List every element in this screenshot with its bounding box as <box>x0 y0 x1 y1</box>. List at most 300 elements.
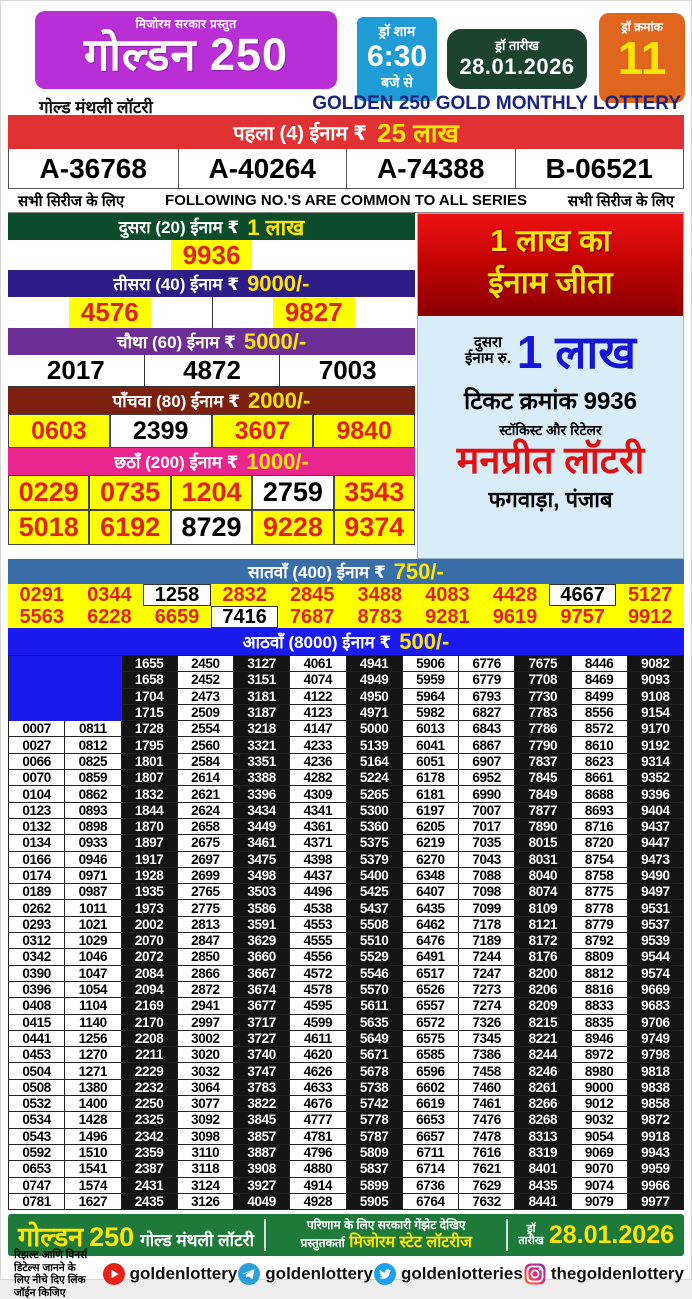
footer-date-label <box>518 1223 543 1247</box>
prize8-winning-number: 8792 <box>572 933 628 949</box>
social-bar <box>8 1248 684 1299</box>
prize8-winning-number: 0174 <box>9 868 65 884</box>
prize8-winning-number: 4620 <box>290 1047 346 1063</box>
prize8-winning-number: 9798 <box>628 1047 684 1063</box>
prize8-winning-number: 8623 <box>572 754 628 770</box>
prize8-winning-number: 0862 <box>65 786 121 802</box>
prize8-winning-number: 8074 <box>515 884 571 900</box>
prize8-winning-number: 6476 <box>403 933 459 949</box>
prize8-winning-number: 4781 <box>290 1129 346 1145</box>
prize4-label: चौथा (60) ईनाम ₹ <box>116 333 236 352</box>
prize6-header <box>8 448 415 475</box>
prize8-winning-number: 5139 <box>347 737 403 753</box>
draw-time-value: 6:30 <box>366 40 428 73</box>
prize8-winning-number: 7088 <box>459 868 515 884</box>
prize8-winning-number: 5437 <box>347 900 403 916</box>
prize8-winning-number: 0134 <box>9 835 65 851</box>
prize8-winning-number: 9012 <box>572 1096 628 1112</box>
prize8-winning-number: 7345 <box>459 1031 515 1047</box>
prize8-winning-number: 0812 <box>65 737 121 753</box>
social-handle: goldenlottery <box>129 1264 238 1284</box>
prize8-winning-number: 8215 <box>515 1015 571 1031</box>
prize8-winning-number: 1655 <box>122 656 178 672</box>
draw-time-box <box>357 17 437 101</box>
prize8-winning-number: 4371 <box>290 835 346 851</box>
prize8-winning-number: 0293 <box>9 917 65 933</box>
prize6-winning-number: 9374 <box>334 510 415 545</box>
prize8-winning-number: 4341 <box>290 803 346 819</box>
prize-list-column <box>8 213 415 559</box>
prize3-amount: 9000/- <box>247 270 310 296</box>
prize8-winning-number: 0189 <box>9 884 65 900</box>
prize8-winning-number: 0390 <box>9 966 65 982</box>
prize8-winning-number: 6843 <box>459 721 515 737</box>
prize8-winning-number: 6952 <box>459 770 515 786</box>
prize8-winning-number: 6990 <box>459 786 515 802</box>
logo-subtitle: गोल्ड मंथली लॉटरी <box>39 98 153 117</box>
prize8-winning-number: 3717 <box>234 1015 290 1031</box>
prize7-winning-number: 7687 <box>289 605 335 628</box>
prize6-winning-number: 0229 <box>8 475 89 510</box>
prize8-winning-number: 2359 <box>122 1145 178 1161</box>
prize8-winning-number: 0543 <box>9 1129 65 1145</box>
prize8-winning-number: 1046 <box>65 949 121 965</box>
prize6-winning-number: 6192 <box>89 510 170 545</box>
draw-date-box <box>447 29 587 89</box>
prize7-label: सातवाँ (400) ईनाम ₹ <box>248 563 386 582</box>
prize8-winning-number: 6348 <box>403 868 459 884</box>
winner-prize-label-line2: ईनाम रु. <box>465 350 511 367</box>
prize8-winning-number: 8556 <box>572 705 628 721</box>
prize8-winning-number: 8109 <box>515 900 571 916</box>
prize8-winning-number: 2229 <box>122 1063 178 1079</box>
prize8-winning-number: 6657 <box>403 1129 459 1145</box>
prize8-winning-number: 5375 <box>347 835 403 851</box>
prize8-winning-number: 0415 <box>9 1015 65 1031</box>
prize8-winning-number: 9943 <box>628 1145 684 1161</box>
prize8-winning-number: 0396 <box>9 982 65 998</box>
prize8-winning-number: 4676 <box>290 1096 346 1112</box>
prize8-winning-number: 5959 <box>403 672 459 688</box>
prize8-winning-number: 9352 <box>628 770 684 786</box>
prize8-winning-number: 4950 <box>347 689 403 705</box>
winner-prize-amount: 1 लाख <box>516 326 636 378</box>
prize8-winning-number: 1917 <box>122 852 178 868</box>
footer-brand-subtitle: गोल्ड मंथली लॉटरी <box>140 1230 255 1250</box>
prize4-amount: 5000/- <box>243 328 307 354</box>
prize8-winning-number: 7244 <box>459 949 515 965</box>
prize8-winning-number: 9977 <box>628 1194 684 1210</box>
prize8-winning-number: 0453 <box>9 1047 65 1063</box>
prize8-winning-number: 6041 <box>403 737 459 753</box>
prize8-winning-number: 9537 <box>628 917 684 933</box>
prize8-winning-number: 6526 <box>403 982 459 998</box>
prize8-winning-number: 8469 <box>572 672 628 688</box>
middle-section <box>8 213 684 559</box>
prize8-winning-number: 0825 <box>65 754 121 770</box>
prize3-winning-number <box>8 297 212 328</box>
social-link-thegoldenlottery[interactable] <box>523 1262 684 1286</box>
prize7-numbers-grid <box>8 584 684 628</box>
prize8-winning-number: 3396 <box>234 786 290 802</box>
prize8-winning-number: 9192 <box>628 737 684 753</box>
series-note-left: सभी सिरीज के लिए <box>18 192 125 210</box>
prize8-empty-cell <box>65 705 121 721</box>
prize8-winning-number: 9858 <box>628 1096 684 1112</box>
prize8-winning-number: 9838 <box>628 1080 684 1096</box>
prize8-winning-number: 8244 <box>515 1047 571 1063</box>
prize7-amount: 750/- <box>393 558 444 584</box>
prize8-winning-number: 3151 <box>234 672 290 688</box>
prize8-winning-number: 7098 <box>459 884 515 900</box>
prize4-winning-number: 2017 <box>8 355 144 386</box>
prize8-winning-number: 0342 <box>9 949 65 965</box>
prize8-winning-number: 1935 <box>122 884 178 900</box>
prize3-numbers-row <box>8 297 415 328</box>
series-note-center: FOLLOWING NO.'S ARE COMMON TO ALL SERIES <box>165 192 527 209</box>
prize8-winning-number: 7708 <box>515 672 571 688</box>
prize8-winning-number: 9079 <box>572 1194 628 1210</box>
prize8-winning-number: 3388 <box>234 770 290 786</box>
prize8-winning-number: 3591 <box>234 917 290 933</box>
prize8-winning-number: 8693 <box>572 803 628 819</box>
prize8-winning-number: 2084 <box>122 966 178 982</box>
prize8-winning-number: 6270 <box>403 852 459 868</box>
prize8-winning-number: 6793 <box>459 689 515 705</box>
prize8-winning-number: 2699 <box>178 868 234 884</box>
prize8-winning-number: 1870 <box>122 819 178 835</box>
prize8-winning-number: 9669 <box>628 982 684 998</box>
prize8-winning-number: 6653 <box>403 1112 459 1128</box>
prize8-winning-number: 5982 <box>403 705 459 721</box>
prize8-winning-number: 9490 <box>628 868 684 884</box>
prize8-winning-number: 4123 <box>290 705 346 721</box>
prize8-winning-number: 8266 <box>515 1096 571 1112</box>
prize8-winning-number: 7621 <box>459 1161 515 1177</box>
prize8-winning-number: 7099 <box>459 900 515 916</box>
prize1-winning-number: A-74388 <box>346 149 515 188</box>
instagram-icon <box>523 1262 547 1286</box>
prize8-winning-number: 9054 <box>572 1129 628 1145</box>
prize8-winning-number: 5508 <box>347 917 403 933</box>
prize8-winning-number: 3677 <box>234 998 290 1014</box>
social-handle: goldenlotteries <box>400 1264 523 1284</box>
prize8-winning-number: 8972 <box>572 1047 628 1063</box>
dealer-city: फगवाड़ा, पंजाब <box>488 486 613 512</box>
prize8-winning-number: 2473 <box>178 689 234 705</box>
prize8-winning-number: 0132 <box>9 819 65 835</box>
prize8-winning-number: 3498 <box>234 868 290 884</box>
prize8-winning-number: 3124 <box>178 1178 234 1194</box>
prize8-winning-number: 2775 <box>178 900 234 916</box>
prize8-winning-number: 9069 <box>572 1145 628 1161</box>
prize8-winning-number: 6711 <box>403 1145 459 1161</box>
prize8-winning-number: 9818 <box>628 1063 684 1079</box>
footer-divider <box>264 1219 266 1251</box>
prize8-winning-number: 5899 <box>347 1178 403 1194</box>
prize8-winning-number: 3586 <box>234 900 290 916</box>
prize8-winning-number: 6197 <box>403 803 459 819</box>
prize7-winning-number: 7416 <box>211 606 279 628</box>
gazette-line2-label: प्रस्तुतकर्ता <box>300 1235 345 1250</box>
prize8-winning-number: 4611 <box>290 1031 346 1047</box>
prize8-winning-number: 7386 <box>459 1047 515 1063</box>
prize8-winning-number: 8446 <box>572 656 628 672</box>
prize8-winning-number: 9093 <box>628 672 684 688</box>
prize8-amount: 500/- <box>399 628 450 654</box>
prize8-winning-number: 5379 <box>347 852 403 868</box>
prize8-winning-number: 7178 <box>459 917 515 933</box>
prize8-winning-number: 0504 <box>9 1063 65 1079</box>
prize8-winning-number: 6205 <box>403 819 459 835</box>
prize8-winning-number: 7460 <box>459 1080 515 1096</box>
prize8-winning-number: 0933 <box>65 835 121 851</box>
prize8-winning-number: 9683 <box>628 998 684 1014</box>
prize8-winning-number: 4122 <box>290 689 346 705</box>
prize8-winning-number: 8754 <box>572 852 628 868</box>
prize4-winning-number: 7003 <box>279 355 415 386</box>
prize8-winning-number: 0027 <box>9 737 65 753</box>
prize8-empty-cell <box>9 705 65 721</box>
prize8-winning-number: 8172 <box>515 933 571 949</box>
prize8-winning-number: 4233 <box>290 737 346 753</box>
prize8-winning-number: 3110 <box>178 1145 234 1161</box>
prize8-winning-number: 9154 <box>628 705 684 721</box>
prize8-winning-number: 6585 <box>403 1047 459 1063</box>
prize7-winning-number: 1258 <box>143 584 211 606</box>
prize8-winning-number: 8758 <box>572 868 628 884</box>
prize8-winning-number: 7783 <box>515 705 571 721</box>
prize8-winning-number: 4555 <box>290 933 346 949</box>
header <box>1 1 691 115</box>
prize8-winning-number: 9070 <box>572 1161 628 1177</box>
prize8-winning-number: 0066 <box>9 754 65 770</box>
prize8-winning-number: 2208 <box>122 1031 178 1047</box>
prize8-winning-number: 8661 <box>572 770 628 786</box>
prize8-winning-number: 9170 <box>628 721 684 737</box>
prize8-winning-number: 1574 <box>65 1178 121 1194</box>
prize8-winning-number: 3845 <box>234 1112 290 1128</box>
prize6-label: छठाँ (200) ईनाम ₹ <box>114 453 239 472</box>
prize8-winning-number: 8176 <box>515 949 571 965</box>
prize8-winning-number: 1011 <box>65 900 121 916</box>
prize8-winning-number: 6575 <box>403 1031 459 1047</box>
prize8-winning-number: 5265 <box>347 786 403 802</box>
prize8-winning-number: 7675 <box>515 656 571 672</box>
prize8-winning-number: 9108 <box>628 689 684 705</box>
prize8-winning-number: 8720 <box>572 835 628 851</box>
prize8-winning-number: 7845 <box>515 770 571 786</box>
prize8-winning-number: 6491 <box>403 949 459 965</box>
prize8-winning-number: 7730 <box>515 689 571 705</box>
prize8-winning-number: 0104 <box>9 786 65 802</box>
prize8-winning-number: 8716 <box>572 819 628 835</box>
prize8-winning-number: 0262 <box>9 900 65 916</box>
prize7-winning-number: 9281 <box>425 605 470 628</box>
prize8-winning-number: 7007 <box>459 803 515 819</box>
prize8-winning-number: 1795 <box>122 737 178 753</box>
prize3-header <box>8 270 415 297</box>
prize8-winning-number: 0893 <box>65 803 121 819</box>
prize8-winning-number: 0811 <box>65 721 121 737</box>
series-note-right: सभी सिरीज के लिए <box>567 192 674 210</box>
prize8-winning-number: 0781 <box>9 1194 65 1210</box>
prize8-winning-number: 4061 <box>290 656 346 672</box>
prize7-winning-number: 9757 <box>560 605 605 628</box>
prize8-winning-number: 5964 <box>403 689 459 705</box>
prize8-winning-number: 0946 <box>65 852 121 868</box>
prize8-winning-number: 4147 <box>290 721 346 737</box>
prize8-winning-number: 4572 <box>290 966 346 982</box>
gazette-line1: परिणाम के लिए सरकारी गेंझेट देखिए <box>306 1218 466 1233</box>
prize8-winning-number: 5738 <box>347 1080 403 1096</box>
prize1-header <box>8 115 684 149</box>
prize8-winning-number: 1832 <box>122 786 178 802</box>
prize8-winning-number: 8946 <box>572 1031 628 1047</box>
prize8-winning-number: 3887 <box>234 1145 290 1161</box>
prize8-winning-number: 8209 <box>515 998 571 1014</box>
prize8-winning-number: 2866 <box>178 966 234 982</box>
draw-number-box <box>599 13 685 103</box>
prize8-winning-number: 7326 <box>459 1015 515 1031</box>
prize8-winning-number: 1844 <box>122 803 178 819</box>
winner-ticket-number: टिकट क्रमांक 9936 <box>464 388 637 415</box>
winner-info <box>418 316 683 558</box>
footer-gazette <box>266 1218 506 1252</box>
prize8-winning-number: 3434 <box>234 803 290 819</box>
prize8-header <box>8 628 684 655</box>
prize1-winning-number: A-40264 <box>178 149 347 188</box>
social-link-goldenlottery[interactable] <box>102 1262 238 1286</box>
footer-brand-number: 250 <box>89 1221 135 1252</box>
prize4-numbers-row <box>8 355 415 387</box>
prize8-winning-number: 4361 <box>290 819 346 835</box>
english-title: GOLDEN 250 GOLD MONTHLY LOTTERY <box>312 93 681 114</box>
prize8-empty-cell <box>65 672 121 688</box>
prize8-winning-number: 1928 <box>122 868 178 884</box>
prize7-winning-number: 4083 <box>425 583 470 606</box>
prize8-winning-number: 0859 <box>65 770 121 786</box>
prize8-winning-number: 5224 <box>347 770 403 786</box>
prize2-label: दुसरा (20) ईनाम ₹ <box>118 218 240 237</box>
prize8-winning-number: 7035 <box>459 835 515 851</box>
prize8-winning-number: 5164 <box>347 754 403 770</box>
footer-date-value: 28.01.2026 <box>548 1220 674 1249</box>
prize8-winning-number: 1496 <box>65 1129 121 1145</box>
prize8-winning-number: 9396 <box>628 786 684 802</box>
prize8-winning-number: 8435 <box>515 1178 571 1194</box>
prize8-winning-number: 2452 <box>178 672 234 688</box>
prize7-winning-number: 5127 <box>627 583 673 606</box>
prize3-number-tag: 4576 <box>69 297 151 328</box>
prize8-winning-number: 7629 <box>459 1178 515 1194</box>
prize8-winning-number: 1104 <box>65 998 121 1014</box>
prize8-winning-number: 3461 <box>234 835 290 851</box>
prize8-winning-number: 0166 <box>9 852 65 868</box>
prize8-winning-number: 7849 <box>515 786 571 802</box>
prize8-winning-number: 9437 <box>628 819 684 835</box>
prize8-winning-number: 8206 <box>515 982 571 998</box>
prize8-winning-number: 1627 <box>65 1194 121 1210</box>
footer-bar <box>8 1214 684 1256</box>
prize8-winning-number: 3118 <box>178 1161 234 1177</box>
prize8-winning-number: 8775 <box>572 884 628 900</box>
social-handle: thegoldenlottery <box>550 1264 684 1284</box>
prize8-winning-number: 8441 <box>515 1194 571 1210</box>
prize8-winning-number: 4880 <box>290 1161 346 1177</box>
prize8-winning-number: 3002 <box>178 1031 234 1047</box>
prize8-winning-number: 4556 <box>290 949 346 965</box>
prize8-winning-number: 4236 <box>290 754 346 770</box>
logo <box>35 11 337 89</box>
prize8-winning-number: 0987 <box>65 884 121 900</box>
prize1-winning-number: A-36768 <box>39 152 147 184</box>
prize8-winning-number: 3475 <box>234 852 290 868</box>
prize8-winning-number: 9539 <box>628 933 684 949</box>
prize5-amount: 2000/- <box>247 387 311 413</box>
prize8-winning-number: 7478 <box>459 1129 515 1145</box>
prize8-winning-number: 1704 <box>122 689 178 705</box>
prize8-winning-number: 8319 <box>515 1145 571 1161</box>
prize6-numbers-grid <box>8 475 415 545</box>
prize8-winning-number: 8221 <box>515 1031 571 1047</box>
prize8-winning-number: 3727 <box>234 1031 290 1047</box>
winner-prize-label <box>465 335 511 368</box>
prize8-winning-number: 9544 <box>628 949 684 965</box>
prize7-winning-number: 9912 <box>627 605 673 628</box>
prize8-winning-number: 5809 <box>347 1145 403 1161</box>
prize8-winning-number: 7461 <box>459 1096 515 1112</box>
prize8-winning-number: 4074 <box>290 672 346 688</box>
prize8-winning-number: 5906 <box>403 656 459 672</box>
prize5-winning-number: 3607 <box>212 414 314 448</box>
prize8-winning-number: 2813 <box>178 917 234 933</box>
winner-amount-row <box>418 320 683 382</box>
prize7-header <box>8 559 684 584</box>
prize8-winning-number: 3908 <box>234 1161 290 1177</box>
footer-date-label-line2: तारीख <box>518 1235 544 1248</box>
prize8-winning-number: 9706 <box>628 1015 684 1031</box>
prize8-winning-number: 5529 <box>347 949 403 965</box>
draw-time-suffix: बजे से <box>381 73 413 90</box>
prize2-header <box>8 213 415 240</box>
prize8-winning-number: 0408 <box>9 998 65 1014</box>
prize5-header <box>8 387 415 414</box>
prize8-winning-number: 2941 <box>178 998 234 1014</box>
prize7-winning-number: 8783 <box>357 605 403 628</box>
prize8-winning-number: 2450 <box>178 656 234 672</box>
prize8-winning-number: 6867 <box>459 737 515 753</box>
social-link-goldenlotteries[interactable] <box>373 1262 523 1286</box>
prize8-empty-cell <box>9 689 65 705</box>
prize8-winning-number: 5635 <box>347 1015 403 1031</box>
prize8-winning-number: 2872 <box>178 982 234 998</box>
prize3-winning-number <box>212 297 416 328</box>
prize2-number-tag: 9936 <box>171 240 253 271</box>
prize8-winning-number: 5000 <box>347 721 403 737</box>
prize8-winning-number: 2675 <box>178 835 234 851</box>
footer-brand-name: गोल्डन <box>18 1221 84 1252</box>
prize8-winning-number: 3747 <box>234 1063 290 1079</box>
prize8-winning-number: 1428 <box>65 1112 121 1128</box>
prize8-winning-number: 2614 <box>178 770 234 786</box>
prize8-winning-number: 9966 <box>628 1178 684 1194</box>
prize7-winning-number: 6228 <box>87 605 132 628</box>
social-link-goldenlottery[interactable] <box>237 1262 373 1286</box>
prize4-winning-number: 4872 <box>144 355 280 386</box>
prize8-winning-number: 9314 <box>628 754 684 770</box>
prize8-winning-number: 6517 <box>403 966 459 982</box>
